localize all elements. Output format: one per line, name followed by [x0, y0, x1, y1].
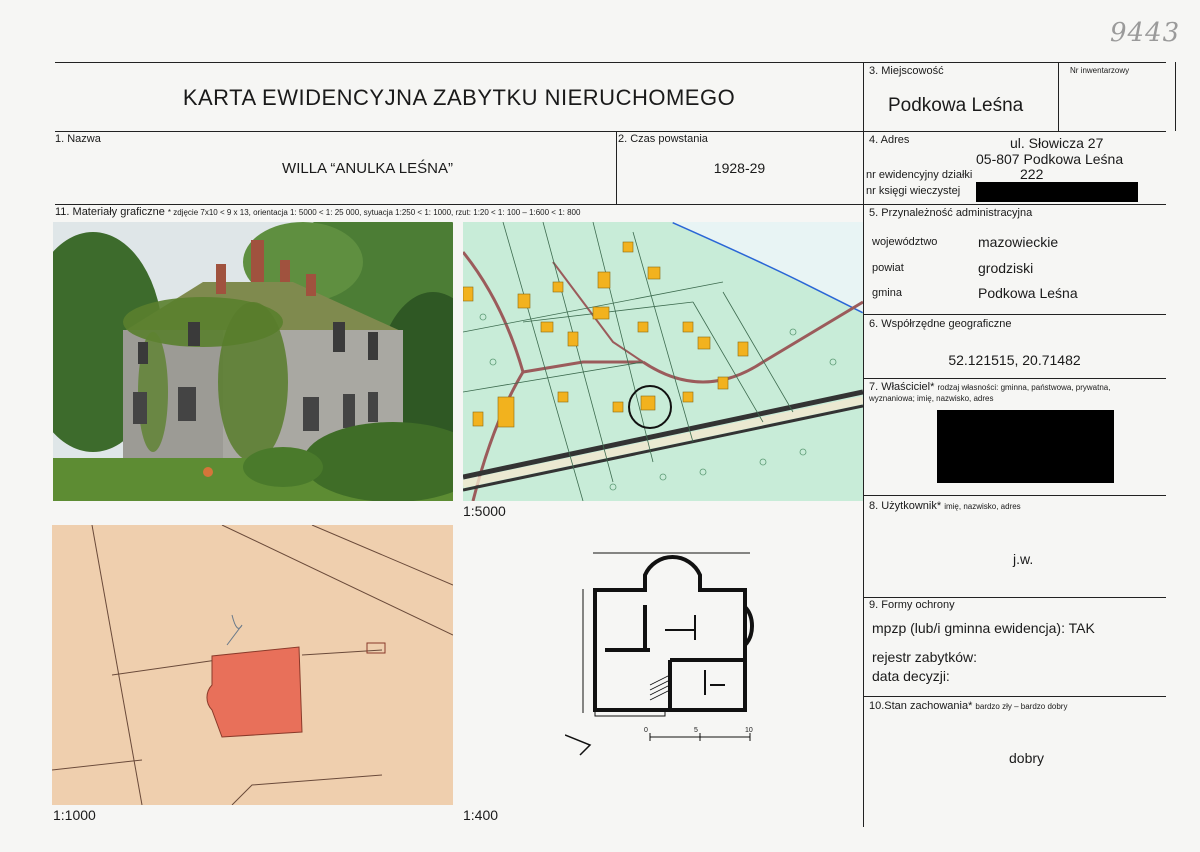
- adres-line1: ul. Słowicza 27: [1010, 135, 1104, 151]
- wlasciciel-label-text: 7. Właściciel*: [869, 381, 935, 393]
- wlasciciel-note-1: rodzaj własności: gminna, państwowa, prywatna,: [937, 383, 1111, 392]
- floor-plan: [565, 545, 775, 760]
- plan-scale: 1:400: [463, 807, 499, 823]
- stan-zachowania-value: dobry: [1009, 750, 1045, 766]
- adres-line2: 05-807 Podkowa Leśna: [976, 151, 1124, 167]
- site-plan: [52, 525, 453, 805]
- powiat-value: grodziski: [978, 260, 1034, 276]
- map-scale: 1:5000: [463, 503, 506, 519]
- materialy-label-text: 11. Materiały graficzne: [55, 206, 165, 218]
- stan-zachowania-label: [869, 700, 1067, 712]
- adres-label: 4. Adres: [869, 134, 910, 146]
- formy-ochrony-line2: rejestr zabytków:: [872, 649, 978, 665]
- nazwa-value: WILLA “ANULKA LEŚNA”: [282, 160, 453, 177]
- handwritten-inventory-number: 9443: [1110, 18, 1181, 48]
- przynaleznosc-label: 5. Przynależność administracyjna: [869, 207, 1033, 219]
- gmina-value: Podkowa Leśna: [978, 285, 1078, 301]
- nazwa-label: 1. Nazwa: [55, 133, 101, 145]
- gmina-label: gmina: [872, 287, 902, 299]
- formy-ochrony-line1: mpzp (lub/i gminna ewidencja): TAK: [872, 620, 1095, 636]
- frame-top: [55, 62, 1166, 63]
- stan-note: bardzo zły – bardzo dobry: [975, 702, 1068, 711]
- plan-tick-0: 0: [644, 727, 648, 734]
- villa-photo-graphic: [53, 222, 453, 501]
- floor-plan-graphic: [565, 545, 775, 760]
- divider-6: [863, 378, 1166, 379]
- row-divider-2: [55, 204, 1166, 205]
- formy-ochrony-label: 9. Formy ochrony: [869, 599, 955, 611]
- uzytkownik-label-text: 8. Użytkownik*: [869, 500, 942, 512]
- wlasciciel-note-2: wyznaniowa; imię, nazwisko, adres: [869, 394, 994, 403]
- uzytkownik-label: [869, 500, 1021, 512]
- inventory-divider: [1058, 62, 1059, 131]
- divider-7: [863, 495, 1166, 496]
- divider-8: [863, 597, 1166, 598]
- site-plan-graphic: [52, 525, 453, 805]
- czas-powstania-label: 2. Czas powstania: [618, 133, 708, 145]
- powiat-label: powiat: [872, 262, 904, 274]
- divider-5: [863, 314, 1166, 315]
- wojewodztwo-label: województwo: [872, 236, 938, 248]
- dzialka-value: 222: [1020, 166, 1044, 182]
- row-divider-1: [55, 131, 1166, 132]
- wojewodztwo-value: mazowieckie: [978, 234, 1059, 250]
- right-column-divider: [863, 62, 864, 827]
- miejscowosc-label: 3. Miejscowość: [869, 65, 944, 77]
- uzytkownik-value: j.w.: [1013, 551, 1034, 567]
- miejscowosc-value: Podkowa Leśna: [888, 95, 1024, 116]
- redacted-owner: [937, 410, 1114, 483]
- plan-tick-5: 5: [694, 727, 698, 734]
- villa-photo: [53, 222, 453, 501]
- wlasciciel-label: [869, 381, 1110, 393]
- formy-ochrony-line3: data decyzji:: [872, 668, 950, 684]
- redacted-ksiega: [976, 182, 1138, 202]
- inventory-right-edge: [1175, 62, 1176, 131]
- location-map: [463, 222, 863, 501]
- materialy-note: * zdjęcie 7x10 < 9 x 13, orientacja 1: 5000 < 1: 25 000, sytuacja 1:250 < 1: 1000, rzut: 1:20 < 1: 100 – 1:600 < 1: 800: [167, 208, 581, 217]
- materialy-label: [55, 206, 580, 218]
- wspolrzedne-value: 52.121515, 20.71482: [948, 352, 1081, 368]
- uzytkownik-note: imię, nazwisko, adres: [944, 502, 1021, 511]
- site-scale: 1:1000: [53, 807, 96, 823]
- dzialka-label: nr ewidencyjny działki: [866, 169, 973, 181]
- czas-powstania-value: 1928-29: [713, 160, 766, 176]
- plan-tick-10: 10: [745, 727, 753, 734]
- wspolrzedne-label: 6. Współrzędne geograficzne: [869, 318, 1012, 330]
- location-map-graphic: [463, 222, 863, 501]
- nr-inwentarzowy-label: Nr inwentarzowy: [1070, 66, 1130, 75]
- page-title: KARTA EWIDENCYJNA ZABYTKU NIERUCHOMEGO: [182, 85, 736, 110]
- stan-label-text: 10.Stan zachowania*: [869, 700, 973, 712]
- ksiega-label: nr księgi wieczystej: [866, 185, 961, 197]
- divider-9: [863, 696, 1166, 697]
